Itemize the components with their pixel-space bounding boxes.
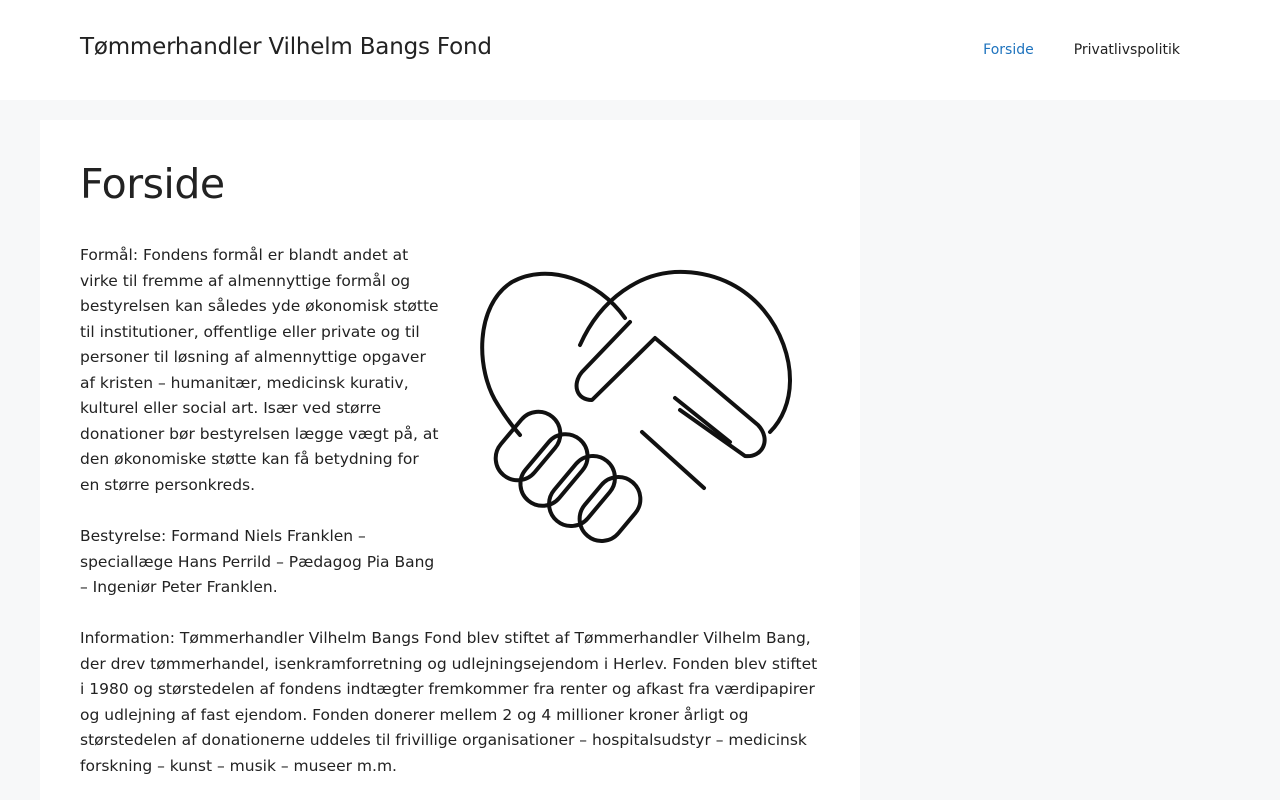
page-title: Forside bbox=[80, 160, 225, 208]
information-paragraph: Information: Tømmerhandler Vilhelm Bangs Fond blev stiftet af Tømmerhandler Vilhelm Bang, der drev tømmerhandel, isenkramforretning og udlejningsejendom i Herlev. Fonden blev stiftet i 1980 og størstedelen af fondens indtægter fremkommer fra renter og afkast fra værdipapirer og udlejning af fast ejendom. Fonden donerer mellem 2 og 4 millioner kroner årligt og størstedelen af donationerne uddeles til frivillige organisationer – hospitalsudstyr – medicinsk forskning – kunst – musik – museer m.m. bbox=[80, 629, 818, 775]
board-paragraph: Bestyrelse: Formand Niels Franklen – speciallæge Hans Perrild – Pædagog Pia Bang – Ingeniør Peter Franklen. bbox=[80, 527, 435, 596]
nav-item-forside[interactable]: Forside bbox=[983, 42, 1034, 58]
heart-handshake-icon bbox=[470, 260, 800, 560]
main-navigation bbox=[943, 0, 1180, 100]
nav-item-privatlivspolitik[interactable]: Privatlivspolitik bbox=[1073, 42, 1180, 58]
content-card bbox=[40, 120, 860, 800]
site-title-link[interactable]: Tømmerhandler Vilhelm Bangs Fond bbox=[80, 34, 492, 60]
purpose-paragraph: Formål: Fondens formål er blandt andet at virke til fremme af almennyttige formål og bestyrelsen kan således yde økonomisk støtte til institutioner, offentlige eller private og til personer til løsning af almennyttige opgaver af kristen – humanitær, medicinsk kurativ, kulturel eller social art. Især ved større donationer bør bestyrelsen lægge vægt på, at den økonomiske støtte kan få betydning for en større personkreds. bbox=[80, 246, 439, 494]
site-header bbox=[0, 0, 1280, 100]
